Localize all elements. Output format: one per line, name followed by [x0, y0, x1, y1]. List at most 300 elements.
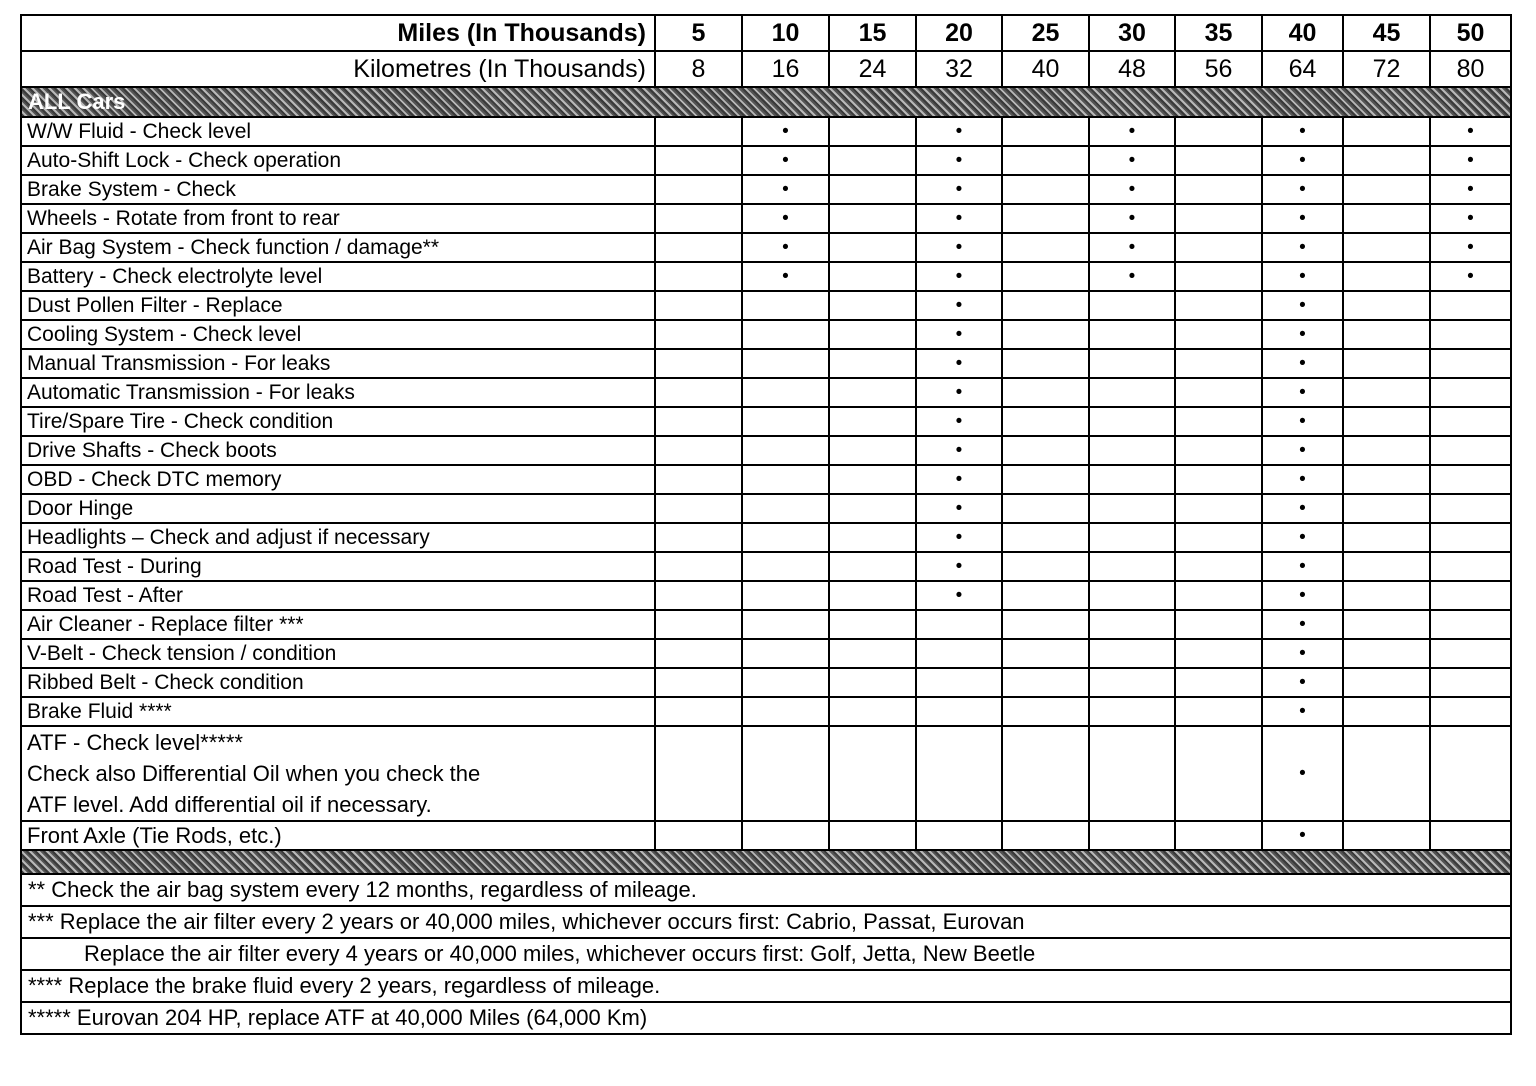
empty-cell	[1343, 233, 1430, 262]
section-title: ALL Cars	[21, 87, 1511, 117]
empty-cell	[1175, 146, 1262, 175]
km-value: 56	[1175, 51, 1262, 87]
miles-value: 50	[1430, 15, 1511, 51]
empty-cell	[655, 697, 742, 726]
service-dot-cell	[1089, 175, 1175, 204]
empty-cell	[1089, 668, 1175, 697]
empty-cell	[742, 821, 829, 850]
empty-cell	[1002, 291, 1089, 320]
schedule-row	[21, 697, 1511, 726]
service-item-label: Auto-Shift Lock - Check operation	[21, 146, 655, 175]
empty-cell	[1002, 494, 1089, 523]
service-dot-icon: •	[1128, 236, 1136, 258]
km-header-label: Kilometres (In Thousands)	[21, 51, 655, 87]
service-dot-cell	[1089, 117, 1175, 146]
service-item-label: OBD - Check DTC memory	[21, 465, 655, 494]
schedule-row	[21, 146, 1511, 175]
footnote-row	[21, 938, 1511, 970]
empty-cell	[829, 349, 916, 378]
service-item-label: Automatic Transmission - For leaks	[21, 378, 655, 407]
service-dot-cell	[1430, 175, 1511, 204]
service-dot-icon: •	[955, 352, 963, 374]
service-dot-cell	[1089, 146, 1175, 175]
service-dot-icon: •	[1467, 149, 1474, 171]
service-item-label: Air Bag System - Check function / damage**	[21, 233, 655, 262]
km-value: 48	[1089, 51, 1175, 87]
empty-cell	[1343, 494, 1430, 523]
service-dot-cell	[1262, 552, 1343, 581]
empty-cell	[916, 697, 1002, 726]
service-item-label: Battery - Check electrolyte level	[21, 262, 655, 291]
empty-cell	[742, 581, 829, 610]
service-dot-icon: •	[955, 381, 963, 403]
service-dot-cell	[916, 262, 1002, 291]
empty-cell	[1343, 465, 1430, 494]
service-dot-icon: •	[1299, 468, 1306, 490]
empty-cell	[1430, 581, 1511, 610]
service-dot-icon: •	[1128, 265, 1136, 287]
empty-cell	[1089, 407, 1175, 436]
empty-cell	[742, 523, 829, 552]
service-dot-icon: •	[955, 236, 963, 258]
schedule-row	[21, 320, 1511, 349]
schedule-row	[21, 291, 1511, 320]
service-dot-icon: •	[782, 265, 789, 287]
service-dot-cell	[916, 407, 1002, 436]
schedule-row	[21, 552, 1511, 581]
service-item-label: Cooling System - Check level	[21, 320, 655, 349]
service-dot-cell	[916, 175, 1002, 204]
empty-cell	[1343, 117, 1430, 146]
empty-cell	[1089, 552, 1175, 581]
empty-cell	[1175, 523, 1262, 552]
service-dot-icon: •	[1299, 762, 1306, 784]
empty-cell	[655, 349, 742, 378]
empty-cell	[655, 204, 742, 233]
empty-cell	[829, 494, 916, 523]
schedule-row	[21, 436, 1511, 465]
km-value: 80	[1430, 51, 1511, 87]
empty-cell	[742, 697, 829, 726]
service-dot-cell	[1262, 233, 1343, 262]
service-dot-cell	[742, 146, 829, 175]
service-dot-cell	[742, 175, 829, 204]
empty-cell	[916, 821, 1002, 850]
empty-cell	[742, 494, 829, 523]
empty-cell	[829, 436, 916, 465]
km-value: 40	[1002, 51, 1089, 87]
empty-cell	[655, 610, 742, 639]
empty-cell	[829, 378, 916, 407]
service-dot-cell	[1089, 262, 1175, 291]
service-item-label: W/W Fluid - Check level	[21, 117, 655, 146]
empty-cell	[1430, 407, 1511, 436]
service-dot-cell	[916, 349, 1002, 378]
service-dot-cell	[916, 494, 1002, 523]
schedule-table	[20, 14, 1512, 1035]
empty-cell	[1430, 320, 1511, 349]
service-dot-icon: •	[1299, 642, 1306, 664]
miles-value: 10	[742, 15, 829, 51]
empty-cell	[655, 407, 742, 436]
service-dot-icon: •	[1128, 207, 1136, 229]
service-dot-icon: •	[1299, 671, 1306, 693]
service-dot-cell	[1262, 668, 1343, 697]
empty-cell	[742, 291, 829, 320]
empty-cell	[1430, 639, 1511, 668]
empty-cell	[1343, 407, 1430, 436]
service-dot-cell	[742, 233, 829, 262]
service-dot-icon: •	[1299, 584, 1306, 606]
service-item-label: Door Hinge	[21, 494, 655, 523]
empty-cell	[742, 668, 829, 697]
empty-cell	[1343, 262, 1430, 291]
service-dot-icon: •	[782, 149, 789, 171]
service-dot-icon: •	[955, 265, 963, 287]
service-dot-icon: •	[1299, 323, 1306, 345]
empty-cell	[1175, 581, 1262, 610]
empty-cell	[1430, 668, 1511, 697]
empty-cell	[1343, 291, 1430, 320]
service-dot-cell	[916, 291, 1002, 320]
service-item-label: Brake Fluid ****	[21, 697, 655, 726]
empty-cell	[1089, 697, 1175, 726]
service-dot-icon: •	[1299, 439, 1306, 461]
miles-value: 35	[1175, 15, 1262, 51]
empty-cell	[829, 697, 916, 726]
service-dot-cell	[1262, 610, 1343, 639]
service-dot-cell	[1430, 204, 1511, 233]
empty-cell	[1175, 697, 1262, 726]
schedule-row	[21, 668, 1511, 697]
empty-cell	[1175, 378, 1262, 407]
empty-cell	[1175, 320, 1262, 349]
atf-item-line: ATF - Check level*****	[27, 730, 243, 755]
service-dot-icon: •	[1299, 352, 1306, 374]
schedule-row	[21, 494, 1511, 523]
service-dot-cell	[1430, 146, 1511, 175]
service-dot-icon: •	[955, 294, 963, 316]
empty-cell	[829, 552, 916, 581]
schedule-row	[21, 407, 1511, 436]
service-dot-icon: •	[1467, 178, 1474, 200]
empty-cell	[1430, 610, 1511, 639]
empty-cell	[1343, 204, 1430, 233]
service-dot-cell	[916, 465, 1002, 494]
empty-cell	[1175, 233, 1262, 262]
empty-cell	[829, 204, 916, 233]
service-dot-cell	[1262, 726, 1343, 821]
empty-cell	[1089, 610, 1175, 639]
footnote-row	[21, 1002, 1511, 1034]
empty-cell	[655, 262, 742, 291]
service-item-label: Wheels - Rotate from front to rear	[21, 204, 655, 233]
band-fill	[21, 850, 1511, 874]
empty-cell	[1430, 349, 1511, 378]
empty-cell	[655, 291, 742, 320]
service-dot-cell	[916, 436, 1002, 465]
empty-cell	[1343, 821, 1430, 850]
empty-cell	[1343, 175, 1430, 204]
service-item-label: Drive Shafts - Check boots	[21, 436, 655, 465]
empty-cell	[742, 378, 829, 407]
empty-cell	[1343, 639, 1430, 668]
service-dot-icon: •	[1128, 120, 1136, 142]
service-item-label: Ribbed Belt - Check condition	[21, 668, 655, 697]
empty-cell	[1343, 349, 1430, 378]
empty-cell	[1430, 552, 1511, 581]
service-dot-cell	[1262, 262, 1343, 291]
empty-cell	[916, 610, 1002, 639]
service-dot-icon: •	[1299, 207, 1306, 229]
empty-cell	[1430, 378, 1511, 407]
empty-cell	[1089, 821, 1175, 850]
empty-cell	[1175, 639, 1262, 668]
empty-cell	[742, 436, 829, 465]
empty-cell	[1089, 465, 1175, 494]
empty-cell	[1175, 821, 1262, 850]
empty-cell	[916, 726, 1002, 821]
service-dot-cell	[1262, 436, 1343, 465]
service-dot-cell	[916, 204, 1002, 233]
service-dot-icon: •	[1467, 120, 1474, 142]
empty-cell	[1002, 233, 1089, 262]
service-dot-icon: •	[782, 120, 789, 142]
empty-cell	[829, 291, 916, 320]
empty-cell	[1002, 465, 1089, 494]
empty-cell	[829, 146, 916, 175]
empty-cell	[1343, 436, 1430, 465]
empty-cell	[1002, 349, 1089, 378]
empty-cell	[1002, 407, 1089, 436]
empty-cell	[655, 552, 742, 581]
service-dot-cell	[1430, 233, 1511, 262]
service-dot-icon: •	[782, 207, 789, 229]
service-dot-icon: •	[1467, 207, 1474, 229]
empty-cell	[742, 552, 829, 581]
service-dot-icon: •	[1128, 149, 1136, 171]
km-value: 72	[1343, 51, 1430, 87]
service-dot-cell	[1262, 639, 1343, 668]
service-dot-icon: •	[1299, 410, 1306, 432]
service-dot-icon: •	[1299, 294, 1306, 316]
service-dot-cell	[1430, 262, 1511, 291]
service-dot-icon: •	[955, 149, 963, 171]
footnote-text: ***** Eurovan 204 HP, replace ATF at 40,000 Miles (64,000 Km)	[21, 1002, 1511, 1034]
empty-cell	[1002, 378, 1089, 407]
service-dot-icon: •	[955, 468, 963, 490]
miles-value: 20	[916, 15, 1002, 51]
empty-cell	[655, 668, 742, 697]
footnote-row	[21, 970, 1511, 1002]
service-dot-icon: •	[1299, 824, 1306, 846]
empty-cell	[1089, 320, 1175, 349]
footnote-text: **** Replace the brake fluid every 2 years, regardless of mileage.	[21, 970, 1511, 1002]
empty-cell	[1430, 465, 1511, 494]
km-value: 32	[916, 51, 1002, 87]
service-dot-icon: •	[1299, 178, 1306, 200]
service-dot-icon: •	[1299, 236, 1306, 258]
empty-cell	[829, 668, 916, 697]
miles-value: 25	[1002, 15, 1089, 51]
empty-cell	[1175, 407, 1262, 436]
empty-cell	[1175, 494, 1262, 523]
empty-cell	[1175, 204, 1262, 233]
service-dot-cell	[1430, 117, 1511, 146]
footnote-row	[21, 874, 1511, 906]
schedule-row	[21, 175, 1511, 204]
footnote-text: Replace the air filter every 4 years or 40,000 miles, whichever occurs first: Golf, Jetta, New Beetle	[21, 938, 1511, 970]
empty-cell	[1089, 378, 1175, 407]
empty-cell	[655, 581, 742, 610]
empty-cell	[1175, 552, 1262, 581]
empty-cell	[1175, 291, 1262, 320]
service-item-label: Air Cleaner - Replace filter ***	[21, 610, 655, 639]
service-dot-icon: •	[1299, 149, 1306, 171]
empty-cell	[1089, 436, 1175, 465]
empty-cell	[742, 320, 829, 349]
empty-cell	[1089, 494, 1175, 523]
service-dot-icon: •	[955, 323, 963, 345]
service-dot-cell	[916, 233, 1002, 262]
empty-cell	[655, 378, 742, 407]
empty-cell	[1343, 581, 1430, 610]
empty-cell	[829, 175, 916, 204]
empty-cell	[829, 821, 916, 850]
service-dot-icon: •	[955, 178, 963, 200]
empty-cell	[1002, 117, 1089, 146]
service-item-label: Tire/Spare Tire - Check condition	[21, 407, 655, 436]
schedule-row	[21, 349, 1511, 378]
atf-item-label	[21, 726, 655, 821]
atf-item-line: Check also Differential Oil when you check the	[27, 761, 481, 786]
km-header-row	[21, 51, 1511, 87]
empty-cell	[1343, 146, 1430, 175]
service-item-label: Road Test - During	[21, 552, 655, 581]
maintenance-schedule	[20, 14, 1496, 1035]
service-dot-cell	[916, 117, 1002, 146]
empty-cell	[1175, 349, 1262, 378]
miles-value: 40	[1262, 15, 1343, 51]
empty-cell	[655, 436, 742, 465]
empty-cell	[829, 726, 916, 821]
empty-cell	[1430, 726, 1511, 821]
empty-cell	[655, 146, 742, 175]
service-dot-cell	[916, 523, 1002, 552]
empty-cell	[1002, 552, 1089, 581]
service-dot-icon: •	[955, 207, 963, 229]
service-item-label: Manual Transmission - For leaks	[21, 349, 655, 378]
miles-value: 30	[1089, 15, 1175, 51]
service-dot-icon: •	[1299, 613, 1306, 635]
service-dot-cell	[1262, 821, 1343, 850]
service-dot-cell	[1262, 581, 1343, 610]
service-dot-cell	[1262, 175, 1343, 204]
service-dot-icon: •	[1299, 700, 1306, 722]
empty-cell	[1175, 726, 1262, 821]
empty-cell	[1343, 697, 1430, 726]
service-dot-icon: •	[1299, 497, 1306, 519]
empty-cell	[1343, 320, 1430, 349]
service-dot-icon: •	[955, 526, 963, 548]
service-item-label: Road Test - After	[21, 581, 655, 610]
empty-cell	[1089, 639, 1175, 668]
empty-cell	[655, 465, 742, 494]
section-band-bottom	[21, 850, 1511, 874]
service-dot-cell	[1262, 204, 1343, 233]
empty-cell	[1430, 821, 1511, 850]
empty-cell	[1002, 436, 1089, 465]
empty-cell	[1002, 175, 1089, 204]
service-dot-icon: •	[955, 120, 963, 142]
miles-value: 15	[829, 15, 916, 51]
miles-header-row	[21, 15, 1511, 51]
empty-cell	[1175, 668, 1262, 697]
empty-cell	[742, 639, 829, 668]
empty-cell	[655, 726, 742, 821]
empty-cell	[829, 610, 916, 639]
empty-cell	[829, 117, 916, 146]
schedule-row	[21, 378, 1511, 407]
empty-cell	[829, 320, 916, 349]
empty-cell	[1089, 349, 1175, 378]
empty-cell	[1002, 668, 1089, 697]
service-dot-cell	[1262, 378, 1343, 407]
empty-cell	[1343, 552, 1430, 581]
schedule-row	[21, 523, 1511, 552]
service-dot-icon: •	[1299, 526, 1306, 548]
empty-cell	[742, 465, 829, 494]
empty-cell	[916, 668, 1002, 697]
empty-cell	[1175, 175, 1262, 204]
empty-cell	[829, 407, 916, 436]
section-band	[21, 87, 1511, 117]
empty-cell	[1175, 465, 1262, 494]
empty-cell	[1002, 204, 1089, 233]
schedule-row	[21, 117, 1511, 146]
km-value: 64	[1262, 51, 1343, 87]
service-dot-cell	[916, 320, 1002, 349]
empty-cell	[1175, 262, 1262, 291]
empty-cell	[829, 639, 916, 668]
schedule-row	[21, 204, 1511, 233]
empty-cell	[1002, 697, 1089, 726]
footnote-text: *** Replace the air filter every 2 years or 40,000 miles, whichever occurs first: Cabrio, Passat, Eurovan	[21, 906, 1511, 938]
service-dot-cell	[742, 204, 829, 233]
footnote-text: ** Check the air bag system every 12 months, regardless of mileage.	[21, 874, 1511, 906]
empty-cell	[742, 726, 829, 821]
service-dot-icon: •	[955, 497, 963, 519]
service-dot-cell	[916, 146, 1002, 175]
service-dot-cell	[1089, 233, 1175, 262]
empty-cell	[1002, 581, 1089, 610]
empty-cell	[655, 821, 742, 850]
empty-cell	[655, 320, 742, 349]
service-dot-cell	[1262, 291, 1343, 320]
empty-cell	[1175, 610, 1262, 639]
service-dot-cell	[1262, 523, 1343, 552]
empty-cell	[829, 581, 916, 610]
empty-cell	[1343, 668, 1430, 697]
service-dot-cell	[916, 581, 1002, 610]
empty-cell	[1089, 291, 1175, 320]
service-dot-cell	[916, 378, 1002, 407]
schedule-row	[21, 262, 1511, 291]
empty-cell	[655, 175, 742, 204]
service-dot-cell	[1262, 407, 1343, 436]
empty-cell	[1430, 291, 1511, 320]
schedule-row-atf	[21, 726, 1511, 821]
